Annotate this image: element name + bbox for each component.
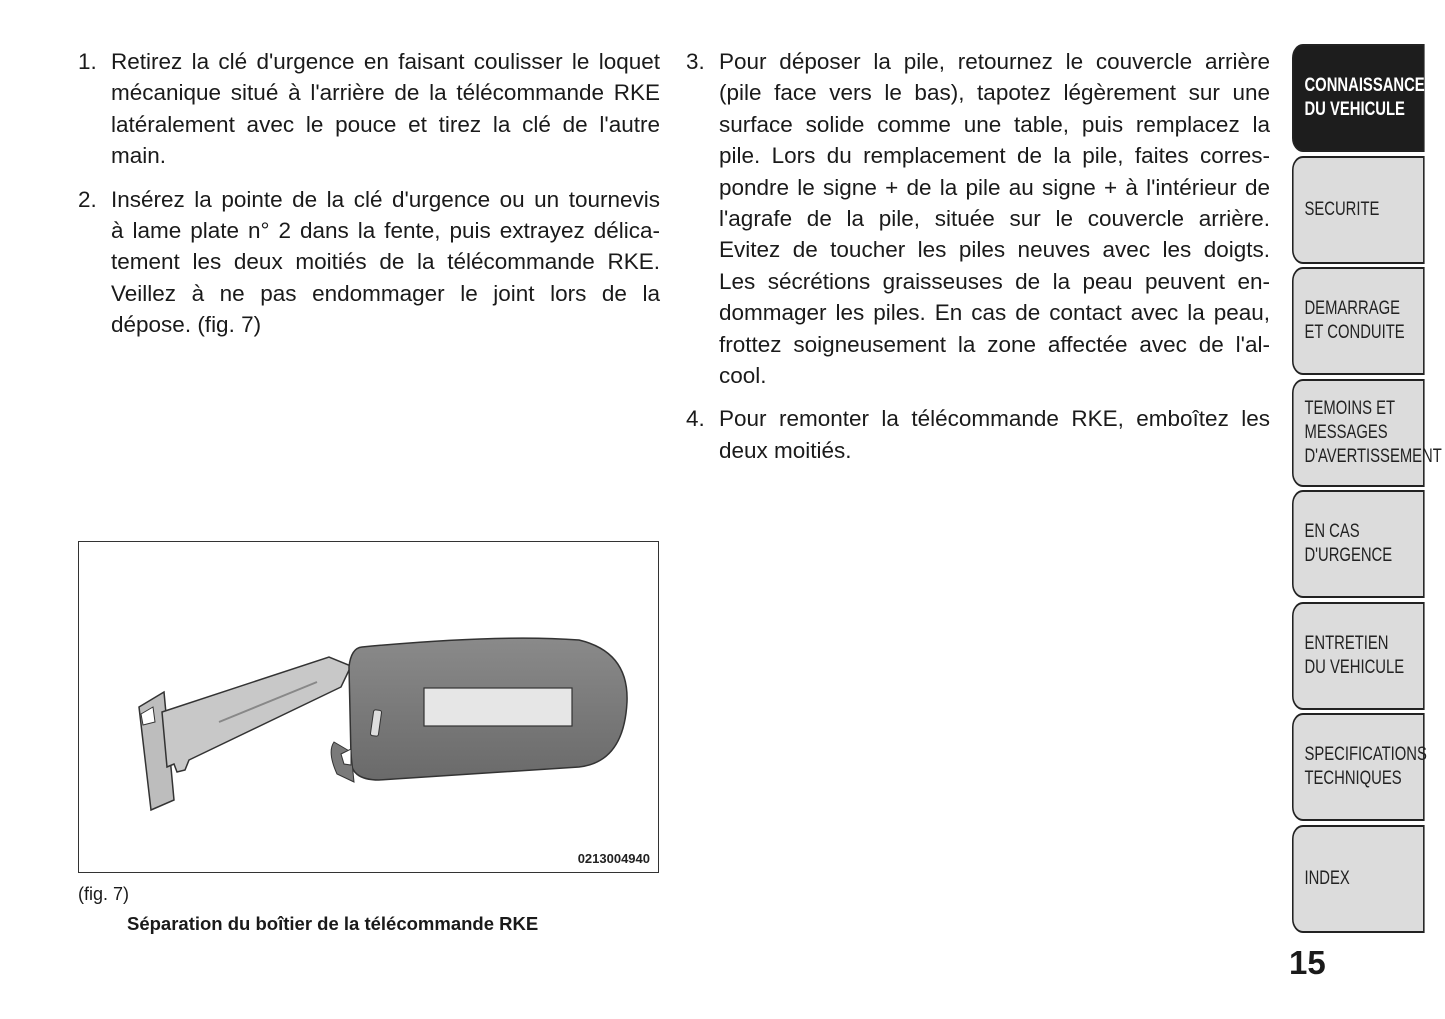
item-text-line: dépose. (fig. 7) [111,312,262,338]
chapter-tab[interactable] [1292,602,1425,710]
rke-key-illustration [79,542,658,872]
item-text-line: pondre le signe + de la pile au signe + à l'intérieur de [719,174,1270,200]
chapter-tab-label: INDEX [1304,867,1350,889]
item-text-line: pile. Lors du remplacement de la pile, faites corres- [719,143,1270,169]
list-item [78,184,660,341]
item-text-line: à lame plate n° 2 dans la fente, puis extrayez délica- [111,218,660,244]
list-item [78,46,660,172]
item-text-line: Evitez de toucher les piles neuves avec les doigts. [719,237,1270,263]
figure-code: 0213004940 [577,851,650,866]
list-item [686,46,1270,391]
item-text-line: (pile face vers le bas), tapotez légèrement sur une [719,80,1270,106]
chapter-tab-label: ENTRETIEN DU VEHICULE [1304,632,1405,678]
item-text-line: Insérez la pointe de la clé d'urgence ou un tournevis [111,186,660,212]
item-text-line: Veillez à ne pas endommager le joint lors de la [111,280,660,306]
item-text-line: dommager les piles. En cas de contact avec la peau, [719,300,1270,326]
left-column [78,46,660,353]
chapter-tab[interactable] [1292,156,1425,264]
item-text-line: latéralement avec le pouce et tirez la clé de l'autre [111,111,660,137]
chapter-tab[interactable] [1292,267,1425,375]
page-number: 15 [1289,944,1326,981]
chapter-tab-label: EN CAS D'URGENCE [1304,521,1393,566]
figure-7 [78,541,659,873]
item-text-line: Pour déposer la pile, retournez le couvercle arrière [719,49,1270,74]
chapter-tab-label: SECURITE [1304,198,1380,220]
list-item [686,403,1270,466]
item-number: 1. [78,49,97,74]
item-text-line: Pour remonter la télécommande RKE, emboîtez les [719,406,1270,432]
chapter-tab-label: TEMOINS ET MESSAGES D'AVERTISSEMENT [1304,397,1442,467]
item-number: 2. [78,186,97,212]
item-number: 4. [686,406,705,432]
chapter-tab[interactable] [1292,490,1425,598]
item-text-line: l'agrafe de la pile, située sur le couvercle arrière. [719,206,1270,232]
chapter-tab[interactable] [1292,379,1442,487]
item-text-line: Les sécrétions graisseuses de la peau peuvent en- [719,268,1270,294]
item-number: 3. [686,49,705,74]
chapter-tab[interactable] [1292,825,1425,933]
chapter-tab[interactable] [1292,713,1425,821]
figure-caption: Séparation du boîtier de la télécommande RKE [127,913,539,934]
item-text-line: mécanique situé à l'arrière de la télécommande RKE [111,80,660,106]
chapter-tab-label: CONNAISSANCE DU VEHICULE [1304,75,1425,120]
item-text-line: main. [111,143,167,169]
chapter-tab-label: DEMARRAGE ET CONDUITE [1304,298,1405,343]
chapter-tab-label: SPECIFICATIONS TECHNIQUES [1304,744,1427,789]
item-text-line: cool. [719,363,767,389]
chapter-tab[interactable] [1292,44,1425,152]
item-text-line: deux moitiés. [719,437,852,463]
item-text-line: surface solide comme une table, puis remplacez la [719,111,1270,137]
item-text-line: tement les deux moitiés de la télécommande RKE. [111,249,660,275]
item-text-line: frottez soigneusement la zone affectée avec de l'al- [719,331,1270,357]
right-column [686,46,1270,478]
figure-reference: (fig. 7) [78,884,130,904]
item-text-line: Retirez la clé d'urgence en faisant coulisser le loquet [111,49,660,74]
